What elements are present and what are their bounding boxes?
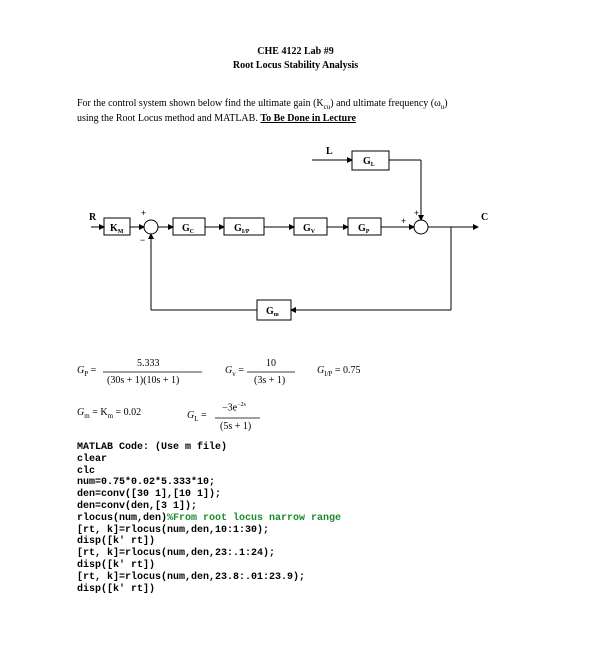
gl-block-label: $G_L$ <box>363 156 375 168</box>
gl-denominator: (5s + 1) <box>220 421 252 432</box>
code-line: disp([k' rt]) <box>77 536 156 548</box>
load-label-l: L <box>326 146 333 157</box>
summing-junction-1 <box>144 220 158 234</box>
gv-numerator: 10 <box>266 358 276 369</box>
code-line: clear <box>77 453 108 465</box>
code-comment: %From root locus narrow range <box>167 512 342 524</box>
gp-denominator: (30s + 1)(10s + 1) <box>107 375 180 386</box>
course-title: CHE 4122 Lab #9 <box>257 46 334 57</box>
gv-block-label: $G_V$ <box>303 223 316 235</box>
gm-equation: $G_m = K_m = 0.02$ <box>77 407 142 420</box>
input-label-r: R <box>89 212 97 223</box>
gv-equation-lhs: $G_v$ = <box>225 365 244 378</box>
gl-equation-lhs: $G_L$ = <box>187 410 207 423</box>
gv-denominator: (3s + 1) <box>254 375 286 386</box>
intro-sub-u: u <box>440 103 445 111</box>
km-block-label: $K_M$ <box>110 223 124 235</box>
code-line: num=0.75*0.02*5.333*10; <box>77 477 216 489</box>
intro-line2: using the Root Locus method and MATLAB. <box>77 113 261 124</box>
document-subtitle: Root Locus Stability Analysis <box>232 60 359 71</box>
summing-junction-2 <box>414 220 428 234</box>
gp-equation-lhs: $G_P$ = <box>77 365 97 378</box>
code-line: den=conv([30 1],[10 1]); <box>77 489 222 501</box>
plus-sign-2: + <box>401 216 407 226</box>
code-line: [rt, k]=rlocus(num,den,10:1:30); <box>77 524 270 536</box>
gip-equation: $G_{I/P} = 0.75$ <box>317 365 361 378</box>
intro-text3: ) <box>444 98 448 109</box>
code-line: [rt, k]=rlocus(num,den,23.8:.01:23.9); <box>77 571 306 583</box>
gp-block-label: $G_P$ <box>358 223 370 235</box>
code-line: [rt, k]=rlocus(num,den,23:.1:24); <box>77 548 276 560</box>
gip-block-label: $G_{I/P}$ <box>234 223 250 235</box>
gm-block-label: $G_m$ <box>266 306 279 318</box>
code-heading: MATLAB Code: (Use m file) <box>77 442 228 453</box>
intro-text: For the control system shown below find the ultimate gain (K <box>77 98 324 109</box>
intro-sub-cu: cu <box>323 103 331 111</box>
minus-sign-1: − <box>140 235 146 245</box>
gl-numerator: $-3e^{-2s}$ <box>222 402 246 414</box>
intro-emphasis: To Be Done in Lecture <box>260 113 356 124</box>
code-line: disp([k' rt]) <box>77 559 156 571</box>
output-label-c: C <box>481 212 489 223</box>
gp-numerator: 5.333 <box>137 358 160 369</box>
code-line: disp([k' rt]) <box>77 583 156 595</box>
code-line-rlocus: rlocus(num,den)%From root locus narrow range <box>77 512 342 524</box>
matlab-code-block <box>77 442 341 595</box>
code-line: clc <box>77 465 96 477</box>
plus-sign-3: + <box>414 208 420 218</box>
code-line: den=conv(den,[3 1]); <box>77 500 198 512</box>
plus-sign-1: + <box>141 208 147 218</box>
gc-block-label: $G_C$ <box>182 223 195 235</box>
intro-text2: ) and ultimate frequency (ω <box>330 98 441 109</box>
